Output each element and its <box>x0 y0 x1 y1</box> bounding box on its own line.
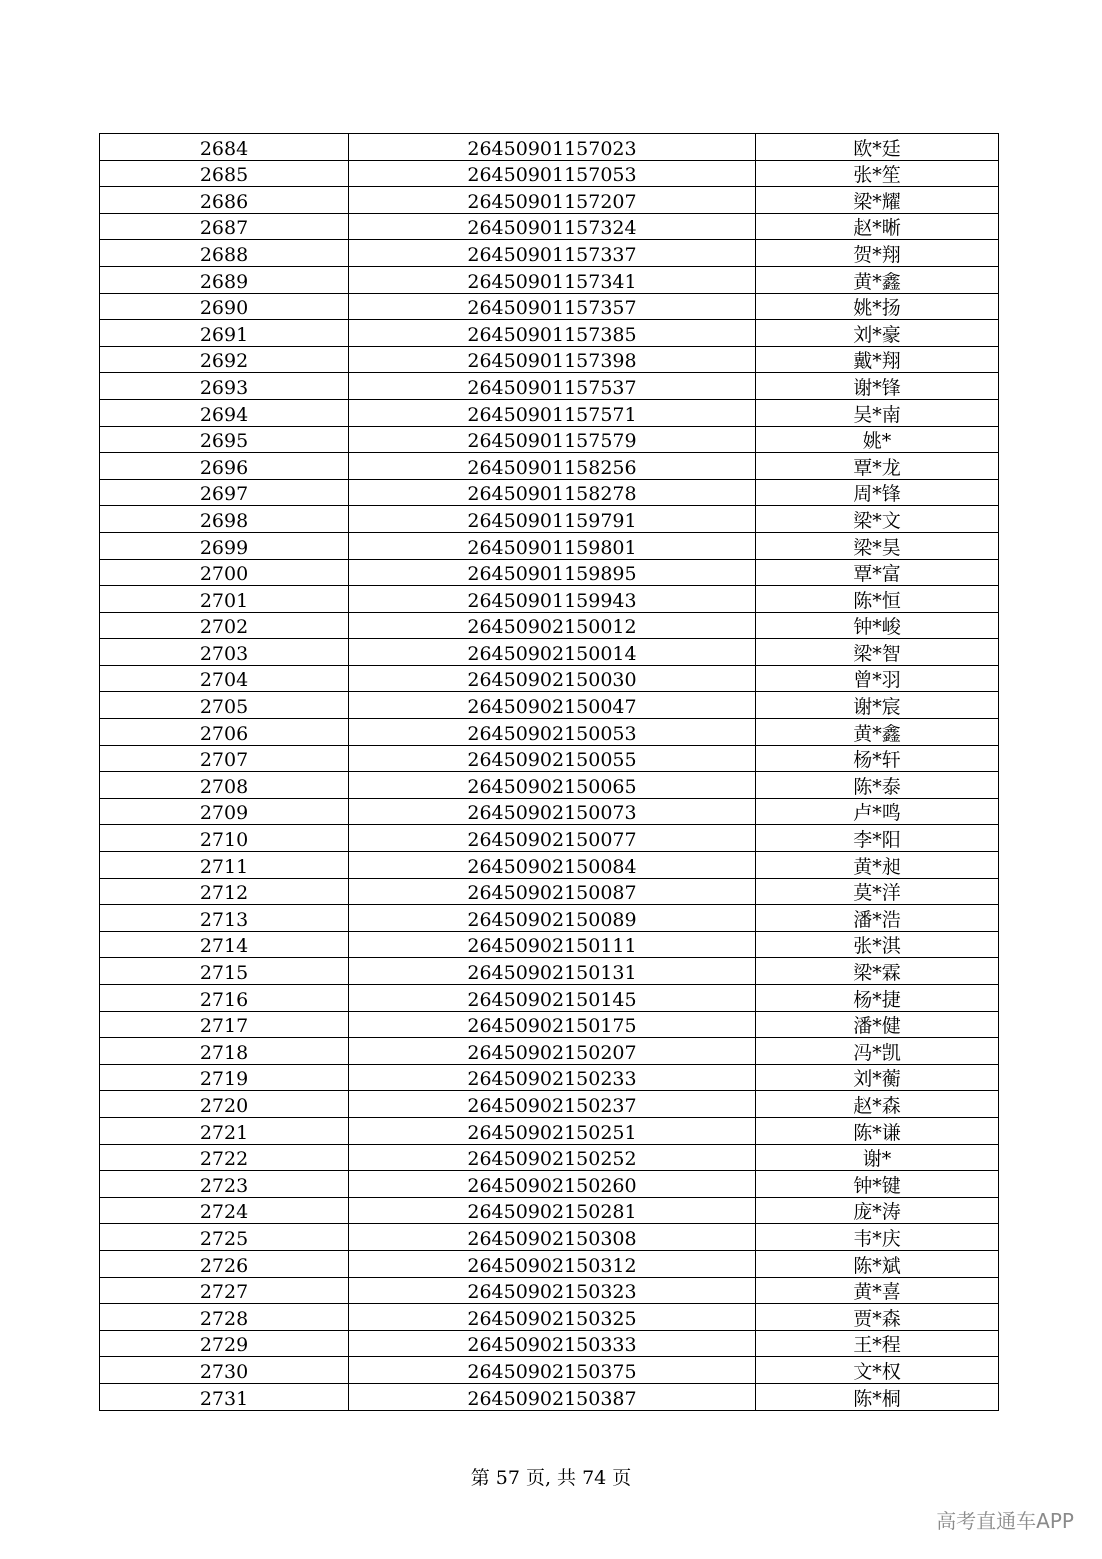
name-cell: 刘*蘅 <box>756 1064 999 1091</box>
row-number-cell: 2724 <box>100 1197 349 1224</box>
exam-id-cell: 26450902150251 <box>349 1117 756 1144</box>
table-row <box>100 346 999 373</box>
table-row <box>100 665 999 692</box>
table-row <box>100 1277 999 1304</box>
table-row <box>100 213 999 240</box>
candidate-list-table <box>99 133 999 1411</box>
table-body <box>100 134 999 1411</box>
table-row <box>100 1197 999 1224</box>
exam-id-cell: 26450901157385 <box>349 320 756 347</box>
name-cell: 钟*键 <box>756 1171 999 1198</box>
name-cell: 梁*昊 <box>756 532 999 559</box>
name-cell: 谢* <box>756 1144 999 1171</box>
table-row <box>100 719 999 746</box>
name-cell: 韦*庆 <box>756 1224 999 1251</box>
exam-id-cell: 26450902150047 <box>349 692 756 719</box>
table-row <box>100 187 999 214</box>
name-cell: 李*阳 <box>756 825 999 852</box>
table-row <box>100 798 999 825</box>
exam-id-cell: 26450902150073 <box>349 798 756 825</box>
name-cell: 周*锋 <box>756 479 999 506</box>
row-number-cell: 2728 <box>100 1304 349 1331</box>
name-cell: 张*淇 <box>756 931 999 958</box>
exam-id-cell: 26450901157571 <box>349 399 756 426</box>
name-cell: 莫*洋 <box>756 878 999 905</box>
row-number-cell: 2694 <box>100 399 349 426</box>
table-row <box>100 1250 999 1277</box>
table-row <box>100 1304 999 1331</box>
exam-id-cell: 26450901157337 <box>349 240 756 267</box>
table-row <box>100 559 999 586</box>
row-number-cell: 2701 <box>100 586 349 613</box>
table-row <box>100 985 999 1012</box>
table-row <box>100 878 999 905</box>
name-cell: 陈*桐 <box>756 1383 999 1410</box>
row-number-cell: 2690 <box>100 293 349 320</box>
exam-id-cell: 26450901157324 <box>349 213 756 240</box>
name-cell: 潘*浩 <box>756 905 999 932</box>
name-cell: 冯*凯 <box>756 1038 999 1065</box>
row-number-cell: 2687 <box>100 213 349 240</box>
row-number-cell: 2705 <box>100 692 349 719</box>
row-number-cell: 2704 <box>100 665 349 692</box>
exam-id-cell: 26450902150145 <box>349 985 756 1012</box>
table-row <box>100 134 999 161</box>
name-cell: 潘*健 <box>756 1011 999 1038</box>
exam-id-cell: 26450902150087 <box>349 878 756 905</box>
table-row <box>100 612 999 639</box>
table-row <box>100 453 999 480</box>
exam-id-cell: 26450902150233 <box>349 1064 756 1091</box>
exam-id-cell: 26450902150207 <box>349 1038 756 1065</box>
row-number-cell: 2695 <box>100 426 349 453</box>
row-number-cell: 2726 <box>100 1250 349 1277</box>
row-number-cell: 2713 <box>100 905 349 932</box>
table-row <box>100 1330 999 1357</box>
name-cell: 谢*宸 <box>756 692 999 719</box>
table-row <box>100 1224 999 1251</box>
table-row <box>100 373 999 400</box>
exam-id-cell: 26450901157207 <box>349 187 756 214</box>
row-number-cell: 2716 <box>100 985 349 1012</box>
exam-id-cell: 26450902150333 <box>349 1330 756 1357</box>
exam-id-cell: 26450902150077 <box>349 825 756 852</box>
exam-id-cell: 26450902150308 <box>349 1224 756 1251</box>
table-row <box>100 1383 999 1410</box>
row-number-cell: 2692 <box>100 346 349 373</box>
exam-id-cell: 26450902150312 <box>349 1250 756 1277</box>
exam-id-cell: 26450901159895 <box>349 559 756 586</box>
row-number-cell: 2686 <box>100 187 349 214</box>
exam-id-cell: 26450902150030 <box>349 665 756 692</box>
table-row <box>100 266 999 293</box>
row-number-cell: 2693 <box>100 373 349 400</box>
exam-id-cell: 26450902150325 <box>349 1304 756 1331</box>
table-row <box>100 1038 999 1065</box>
name-cell: 王*程 <box>756 1330 999 1357</box>
exam-id-cell: 26450901157537 <box>349 373 756 400</box>
row-number-cell: 2721 <box>100 1117 349 1144</box>
row-number-cell: 2712 <box>100 878 349 905</box>
name-cell: 曾*羽 <box>756 665 999 692</box>
row-number-cell: 2703 <box>100 639 349 666</box>
name-cell: 卢*鸣 <box>756 798 999 825</box>
row-number-cell: 2723 <box>100 1171 349 1198</box>
name-cell: 钟*峻 <box>756 612 999 639</box>
exam-id-cell: 26450902150065 <box>349 772 756 799</box>
table-row <box>100 240 999 267</box>
exam-id-cell: 26450901159791 <box>349 506 756 533</box>
name-cell: 姚* <box>756 426 999 453</box>
name-cell: 谢*锋 <box>756 373 999 400</box>
exam-id-cell: 26450902150237 <box>349 1091 756 1118</box>
exam-id-cell: 26450901157357 <box>349 293 756 320</box>
row-number-cell: 2708 <box>100 772 349 799</box>
table-row <box>100 1117 999 1144</box>
table-row <box>100 160 999 187</box>
table-row <box>100 639 999 666</box>
exam-id-cell: 26450901158278 <box>349 479 756 506</box>
exam-id-cell: 26450902150281 <box>349 1197 756 1224</box>
name-cell: 吴*南 <box>756 399 999 426</box>
exam-id-cell: 26450901158256 <box>349 453 756 480</box>
table-row <box>100 399 999 426</box>
name-cell: 梁*文 <box>756 506 999 533</box>
exam-id-cell: 26450902150014 <box>349 639 756 666</box>
row-number-cell: 2711 <box>100 852 349 879</box>
exam-id-cell: 26450901157023 <box>349 134 756 161</box>
name-cell: 贾*森 <box>756 1304 999 1331</box>
exam-id-cell: 26450902150323 <box>349 1277 756 1304</box>
name-cell: 黄*喜 <box>756 1277 999 1304</box>
exam-id-cell: 26450902150252 <box>349 1144 756 1171</box>
table-row <box>100 905 999 932</box>
name-cell: 刘*豪 <box>756 320 999 347</box>
row-number-cell: 2700 <box>100 559 349 586</box>
row-number-cell: 2707 <box>100 745 349 772</box>
name-cell: 黄*鑫 <box>756 719 999 746</box>
name-cell: 姚*扬 <box>756 293 999 320</box>
row-number-cell: 2718 <box>100 1038 349 1065</box>
name-cell: 杨*捷 <box>756 985 999 1012</box>
row-number-cell: 2699 <box>100 532 349 559</box>
table-row <box>100 1357 999 1384</box>
table-row <box>100 506 999 533</box>
exam-id-cell: 26450902150012 <box>349 612 756 639</box>
name-cell: 杨*轩 <box>756 745 999 772</box>
row-number-cell: 2730 <box>100 1357 349 1384</box>
page-footer <box>0 1466 1102 1490</box>
table-row <box>100 479 999 506</box>
table-row <box>100 1171 999 1198</box>
row-number-cell: 2731 <box>100 1383 349 1410</box>
table-row <box>100 1064 999 1091</box>
row-number-cell: 2710 <box>100 825 349 852</box>
table-row <box>100 692 999 719</box>
row-number-cell: 2714 <box>100 931 349 958</box>
row-number-cell: 2715 <box>100 958 349 985</box>
exam-id-cell: 26450902150055 <box>349 745 756 772</box>
row-number-cell: 2709 <box>100 798 349 825</box>
name-cell: 梁*智 <box>756 639 999 666</box>
row-number-cell: 2725 <box>100 1224 349 1251</box>
name-cell: 陈*泰 <box>756 772 999 799</box>
exam-id-cell: 26450902150387 <box>349 1383 756 1410</box>
exam-id-cell: 26450901157341 <box>349 266 756 293</box>
name-cell: 庞*涛 <box>756 1197 999 1224</box>
name-cell: 戴*翔 <box>756 346 999 373</box>
exam-id-cell: 26450902150089 <box>349 905 756 932</box>
table-row <box>100 320 999 347</box>
row-number-cell: 2727 <box>100 1277 349 1304</box>
row-number-cell: 2729 <box>100 1330 349 1357</box>
name-cell: 覃*富 <box>756 559 999 586</box>
exam-id-cell: 26450901157579 <box>349 426 756 453</box>
name-cell: 欧*廷 <box>756 134 999 161</box>
table-row <box>100 772 999 799</box>
row-number-cell: 2689 <box>100 266 349 293</box>
name-cell: 黄*鑫 <box>756 266 999 293</box>
row-number-cell: 2722 <box>100 1144 349 1171</box>
table-row <box>100 958 999 985</box>
row-number-cell: 2688 <box>100 240 349 267</box>
table-row <box>100 586 999 613</box>
exam-id-cell: 26450902150175 <box>349 1011 756 1038</box>
watermark-text: 高考直通车APP <box>936 1509 1074 1533</box>
exam-id-cell: 26450901157053 <box>349 160 756 187</box>
name-cell: 黄*昶 <box>756 852 999 879</box>
row-number-cell: 2717 <box>100 1011 349 1038</box>
page-number-label: 第 57 页, 共 74 页 <box>470 1467 632 1489</box>
name-cell: 陈*斌 <box>756 1250 999 1277</box>
name-cell: 陈*谦 <box>756 1117 999 1144</box>
name-cell: 陈*恒 <box>756 586 999 613</box>
row-number-cell: 2706 <box>100 719 349 746</box>
exam-id-cell: 26450902150260 <box>349 1171 756 1198</box>
row-number-cell: 2697 <box>100 479 349 506</box>
name-cell: 文*权 <box>756 1357 999 1384</box>
exam-id-cell: 26450902150111 <box>349 931 756 958</box>
name-cell: 梁*耀 <box>756 187 999 214</box>
name-cell: 覃*龙 <box>756 453 999 480</box>
exam-id-cell: 26450901157398 <box>349 346 756 373</box>
name-cell: 张*笙 <box>756 160 999 187</box>
row-number-cell: 2702 <box>100 612 349 639</box>
table-row <box>100 532 999 559</box>
table-row <box>100 825 999 852</box>
exam-id-cell: 26450902150131 <box>349 958 756 985</box>
table-row <box>100 931 999 958</box>
name-cell: 赵*晰 <box>756 213 999 240</box>
table-row <box>100 745 999 772</box>
exam-id-cell: 26450901159943 <box>349 586 756 613</box>
name-cell: 梁*霖 <box>756 958 999 985</box>
row-number-cell: 2684 <box>100 134 349 161</box>
row-number-cell: 2696 <box>100 453 349 480</box>
table-row <box>100 1144 999 1171</box>
row-number-cell: 2698 <box>100 506 349 533</box>
row-number-cell: 2691 <box>100 320 349 347</box>
table-row <box>100 426 999 453</box>
exam-id-cell: 26450901159801 <box>349 532 756 559</box>
table-row <box>100 852 999 879</box>
exam-id-cell: 26450902150084 <box>349 852 756 879</box>
row-number-cell: 2685 <box>100 160 349 187</box>
table-row <box>100 1091 999 1118</box>
table-row <box>100 293 999 320</box>
name-cell: 贺*翔 <box>756 240 999 267</box>
name-cell: 赵*森 <box>756 1091 999 1118</box>
exam-id-cell: 26450902150053 <box>349 719 756 746</box>
row-number-cell: 2719 <box>100 1064 349 1091</box>
table-row <box>100 1011 999 1038</box>
exam-id-cell: 26450902150375 <box>349 1357 756 1384</box>
row-number-cell: 2720 <box>100 1091 349 1118</box>
